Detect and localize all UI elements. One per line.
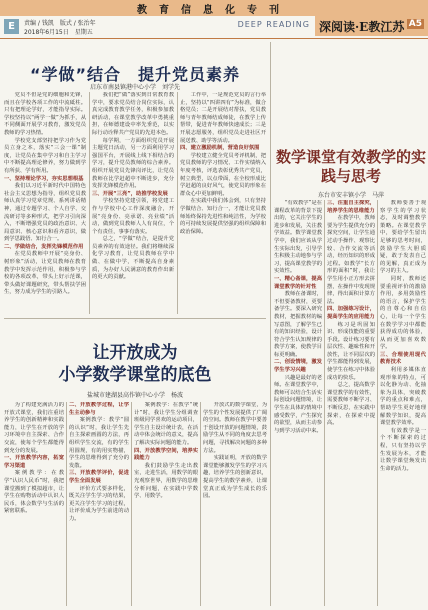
article3-byline: 盐城市建湖县高作镇中心小学 杨波 bbox=[86, 392, 183, 399]
article1-paragraph: 在党员教师中开展“亮身份、树形象”活动，让党员教师在教育教学中发挥示范作用，积极参与学校的各项改革，带头上好示范课，带头做好课题研究，带头帮扶学困生，努力成为学生的引路人。 bbox=[4, 251, 86, 296]
article2-subhead: 一、精心备课，提高课堂教学的针对性 bbox=[274, 275, 322, 290]
article1-paragraph: 每学期，一方面组织党员开展主题党日活动，另一方面利用学习强国平台，开展线上线下相结合的学习，提升党员教师的综合素养。组织开展党员先锋岗评比，让党员教师在比学赶超中不断进步，充分发挥先锋模范作用。 bbox=[92, 137, 174, 190]
article1-paragraph: 工作中，一是规范党员的言行举止，坚持以“四讲四有”为标准，做合格党员；二是开展结对帮扶，党员教师与青年教师结成师徒，在教学上传帮带，促进青年教师快速成长；三是开展志愿服务，组织党员走进社区开展送教、助学等活动。 bbox=[180, 92, 266, 144]
logo-icon: E bbox=[4, 19, 19, 34]
article2-paragraph: 有效教学是一个不断探索的过程，只有坚持以学生发展为本，才能让数学课堂焕发出生命的活力。 bbox=[380, 427, 426, 472]
article3-subhead: 三、开放教学评价，促进学生全面发展 bbox=[69, 470, 129, 484]
article3-paragraph: 案例教学：在教学“认识人民币”时，我把课堂搬到了模拟超市，让学生在购物活动中认识人民币，体会数学与生活的紧密联系。 bbox=[4, 470, 64, 515]
article3-paragraph: 案例教学：教学“圆的认识”时，我让学生先自主探索画圆的方法，再组织学生交流，有的学生用圆规，有的用实物描，学生的思维得到了充分的发散。 bbox=[69, 417, 129, 469]
article1-subhead: 三、开展“三亮”，助推学校发展 bbox=[92, 190, 168, 197]
column-divider bbox=[89, 92, 90, 314]
article1-paragraph: 总之，“学做”结合，是提升党员素养的有效途径。我们将继续深化学习教育，让党员教师在学中做、在做中学，不断提高自身素质，为办好人民满意的教育作出新的更大的贡献。 bbox=[92, 236, 174, 281]
article2-paragraph: 利用多媒体直观形象的特点，可以化静为动、化抽象为具体，突破教学的重点和难点，帮助学生更好地理解数学知识，提高课堂教学效率。 bbox=[380, 367, 426, 427]
masthead-title: 教育信息化专刊 bbox=[137, 5, 291, 16]
article3-paragraph: 案例教学：在教学“统计”时，我让学生分组调查班级同学喜欢的运动项目，学生自主设计统计表，在活动中体会统计的意义，提高了解决实际问题的能力。 bbox=[134, 402, 198, 446]
article1-subhead: 四、建立激励机制，营造良好氛围 bbox=[180, 145, 260, 152]
article-separator bbox=[4, 318, 266, 319]
article2-subhead: 三、合理使用现代教育技术 bbox=[380, 351, 426, 366]
article1-subhead: 一、坚持理论学习，夯实思想根基 bbox=[4, 175, 84, 182]
article2-paragraph: 兴趣是最好的老师。在课堂教学中，教师可以结合生活实际创设问题情境，让学生在具体的情境中感受数学，产生探究的欲望，从而主动参与到学习活动中来。 bbox=[274, 374, 322, 434]
date-line: 2018年6月15日 星期五 bbox=[24, 29, 93, 36]
article2-subhead: 四、加强练习设计，提高学生的应用能力 bbox=[327, 306, 375, 320]
article1-column-2 bbox=[92, 92, 174, 314]
editor-line: 责编 / 钱凯 版式 / 张治年 bbox=[24, 20, 96, 27]
article2-column-1 bbox=[274, 200, 322, 606]
column-divider bbox=[324, 200, 325, 606]
header-rule bbox=[0, 38, 428, 39]
article2-byline: 东台市安丰镇小学 马萍 bbox=[317, 192, 384, 199]
page-number: A5 bbox=[408, 19, 422, 29]
article1-column-3 bbox=[180, 92, 266, 314]
article3-paragraph: 为了构建充满活力的开放式课堂，我们注重培养学生的创新精神和实践能力，让学生在开放的学习环境中自主探索、合作交流，使每个学生都能得到充分的发展。 bbox=[4, 402, 64, 454]
article1-headline: “学做”结合 提升党员素养 bbox=[29, 65, 241, 84]
masthead-bar bbox=[0, 0, 428, 16]
article2-column-2 bbox=[327, 200, 375, 606]
article3-subhead: 一、开放教学内容，拓宽学习渠道 bbox=[4, 455, 64, 469]
column-divider bbox=[131, 402, 132, 606]
article2-paragraph: 总之，提高数学课堂教学的有效性，需要教师不断学习、不断反思，在实践中探索，在探索中提高。 bbox=[327, 382, 375, 427]
article1-paragraph: 学校党支部坚持把学习作为党员立身之本，落实“三会一课”制度，让党员在集中学习和自主学习中不断提高理论修养，努力做到学有所获、学有所用。 bbox=[4, 137, 86, 174]
section-name: 深阅读·E教江苏 bbox=[319, 20, 405, 34]
article1-paragraph: 我们把“做”落实到日常教育教学中，要求党员结合岗位实际，认真完成教育教学任务，积极参加教研活动，在课堂教学改革中勇挑重担，在师德建设中率先垂范，以实际行动诠释共产党员的先进本色。 bbox=[92, 92, 174, 136]
page-divider bbox=[270, 42, 271, 606]
article2-column-3 bbox=[380, 200, 426, 606]
article2-paragraph: 在教学中，教师要为学生提供充分的探究空间，让学生通过动手操作、观察比较、合作交流等活动，经历知识的形成过程。如教学“长方形的面积”时，我让学生用小正方形去拼摆，在操作中发现规律，得出面积计算方法。 bbox=[327, 215, 375, 305]
article3-subhead: 二、开放教学过程，让学生主动参与 bbox=[69, 402, 129, 416]
column-divider bbox=[200, 402, 201, 606]
article1-paragraph: 党员不但是党的细胞和先锋，而且在学校各项工作的中流砥柱。只有把理论学好，才能指导实际。学校坚持以“两学一做”为抓手，从不同侧面开展学习教育，激发党员教师的学习热情。 bbox=[4, 92, 86, 136]
article3-headline-line2: 小学数学课堂的底色 bbox=[58, 365, 212, 385]
article2-paragraph: “有效教学”是在课程改革的背景下提出的，它关注学生的进步和发展，关注教学效益。数学课堂教学中，我们应该从学生实际出发，引导学生积极主动地参与学习，提高课堂教学的实效性。 bbox=[274, 200, 322, 275]
deep-reading-label: DEEP READING bbox=[237, 20, 310, 29]
article1-subhead: 二、学做结合，发挥先锋模范作用 bbox=[4, 243, 84, 250]
article2-subhead: 三、注重自主探究，培养学生的思维能力 bbox=[327, 200, 375, 214]
article3-paragraph: 实践证明，开放的数学课堂能够激发学生的学习兴趣，培养学生的创新意识，提高学生的数学素养，让课堂真正成为学生成长的乐园。 bbox=[203, 455, 267, 500]
article2-paragraph: 教师要善于观察学生的学习状态，及时调整教学策略。在课堂教学中，要给学生留出足够的思考时间，鼓励学生大胆质疑，敢于发表自己的见解，真正成为学习的主人。 bbox=[380, 200, 426, 275]
article2-paragraph: 练习是巩固知识、形成技能的重要手段。设计练习要有层次性、趣味性和开放性，让不同层次的学生都能得到发展，使学生在练习中体验成功的快乐。 bbox=[327, 321, 375, 381]
article2-paragraph: 教师在备课时，不但要备教材，更要备学生。要深入研究教材，把握教材的编写意图，了解学生已有的知识经验，设计符合学生认知规律的教学方案，使教学目标更明确。 bbox=[274, 291, 322, 358]
article1-byline: 启东市南县镇港中心小学 刘学先 bbox=[89, 84, 180, 91]
article3-subhead: 四、开放教学空间，培养实践能力 bbox=[134, 447, 198, 462]
article3-column-1 bbox=[4, 402, 64, 606]
article3-headline-line1: 让开放成为 bbox=[92, 343, 178, 363]
article1-column-1 bbox=[4, 92, 86, 314]
article3-paragraph: 我们鼓励学生走出教室，走进生活，用数学的眼光观察世界，用数学的思维分析问题，在实践中学数学、用数学。 bbox=[134, 462, 198, 500]
column-divider bbox=[66, 402, 67, 606]
article2-subhead: 二、创设情境，激发学生学习兴趣 bbox=[274, 359, 322, 374]
article3-column-4 bbox=[203, 402, 267, 606]
article3-column-3 bbox=[134, 402, 198, 606]
article1-paragraph: 学校建立健全党员考评机制，把党员教师的学习情况、工作实绩纳入年度考核，评选表彰优秀共产党员，树立典型，以点带面，在全校形成比学赶超的良好风气，使党员的形象在群众心中更加鲜明。 bbox=[180, 152, 266, 197]
section-banner bbox=[315, 16, 428, 36]
column-divider bbox=[377, 200, 378, 606]
article1-paragraph: 我们以习近平新时代中国特色社会主义思想为指导，组织党员教师认真学习党章党规、系列讲话精神，通过专题学习、个人自学、交流研讨等多种形式，把学习引向深入，不断增强党员的政治意识、大局意识、核心意识和看齐意识，做到学思践悟、知行合一。 bbox=[4, 183, 86, 243]
article2-headline: 数学课堂有效教学的实践与思考 bbox=[275, 148, 426, 185]
article1-paragraph: 在实践中我们体会到，只有坚持学做结合、知行合一，才能让党员教师始终保持先进性和纯洁性，为学校的可持续发展提供坚强的组织保障和政治保障。 bbox=[180, 198, 266, 235]
article3-paragraph: 评价方式要多样化，既关注学生学习的结果，更关注学生学习的过程，让评价成为学生前进的动力。 bbox=[69, 485, 129, 522]
article3-column-2 bbox=[69, 402, 129, 606]
article1-paragraph: 学校坚持党建引领，将党建工作与学校中心工作深度融合，开展“亮身份、亮承诺、亮业绩”活动，做到党员教师人人有岗位，个个有责任，事事有落实。 bbox=[92, 198, 174, 235]
article3-paragraph: 开放式的数学课堂，为学生的个性发展提供了广阔的空间。教师在教学中要善于创设开放的问题情境，鼓励学生从不同的角度去思考问题，寻找解决问题的多种方法。 bbox=[203, 402, 267, 454]
column-divider bbox=[177, 92, 178, 314]
article2-paragraph: 同时，教师还要重视评价的激励作用，多用鼓励性的语言，保护学生的自尊心和自信心，让每一个学生在数学学习中都能获得成功的体验，从而更加喜欢数学。 bbox=[380, 275, 426, 351]
